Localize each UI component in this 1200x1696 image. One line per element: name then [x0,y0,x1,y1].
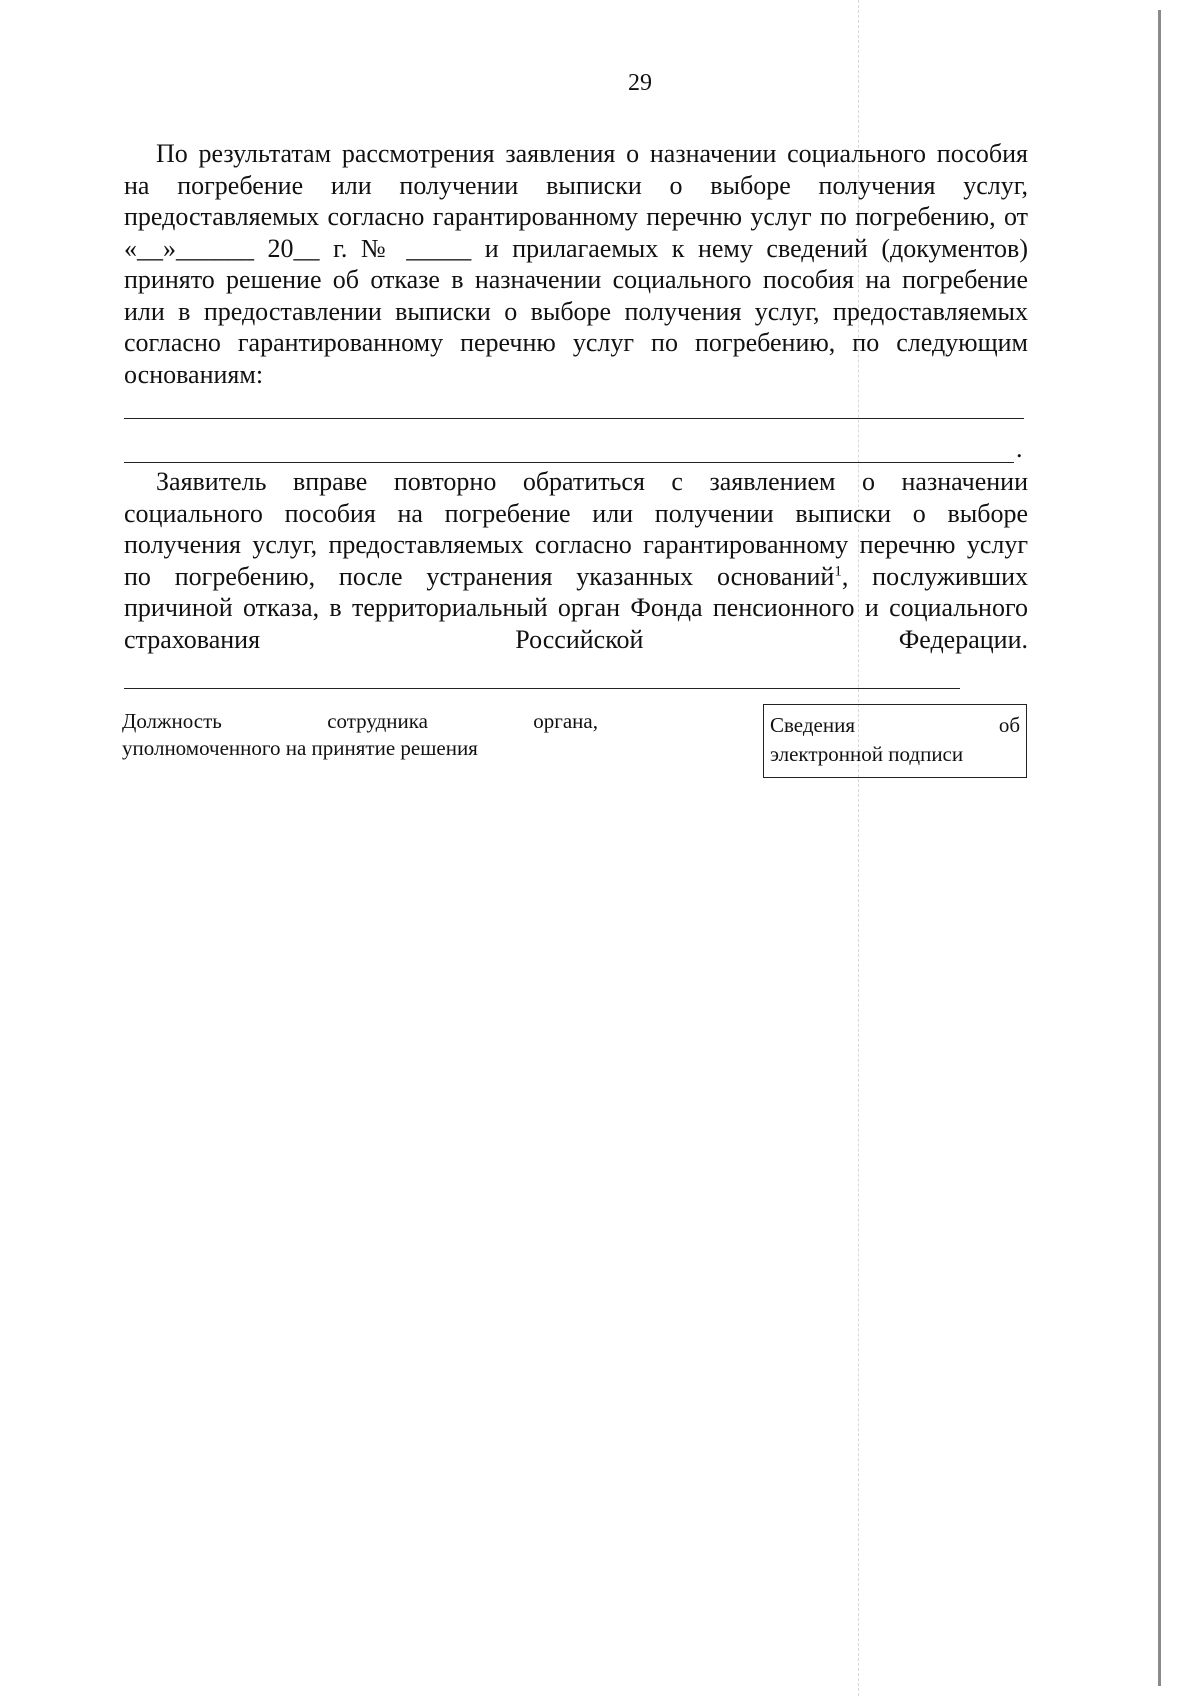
footnote-mark: 1 [834,562,842,579]
reapply-paragraph [124,466,1028,655]
electronic-signature-word-1: Сведения [770,713,855,737]
official-position-word-3: органа, [533,709,598,733]
official-position-word-2: сотрудника [327,709,428,733]
reasons-blank-line-1 [124,418,1024,419]
official-position-block [122,708,598,762]
page-number: 29 [628,70,652,96]
official-position-line-2: уполномоченного на принятие решения [122,736,478,760]
electronic-signature-word-2: об [998,713,1020,737]
signature-separator-line [124,688,960,689]
official-position-word-1: Должность [122,709,222,733]
official-position-line-1 [122,708,598,735]
reapply-text: Заявитель вправе повторно обратиться с заявлением о назначении социального пособия на погребение или получении выписки о выборе получения услуг, предоставляемых согласно гарантированному перечню услуг по погребению, после устранения указанных оснований [124,467,1028,591]
scan-edge-shadow [1158,10,1161,1686]
reasons-blank-line-2 [124,462,1014,463]
reapply-text-tail: , послуживших причиной отказа, в территориальный орган Фонда пенсионного и социального страхования Российской Федерации. [124,561,1029,654]
electronic-signature-line-2: электронной подписи [770,742,964,766]
decision-paragraph: По результатам рассмотрения заявления о назначении социального пособия на погребение или получении выписки о выборе получения услуг, предоставляемых согласно гарантированному перечню услуг по погребению, от «__»______ 20__ г. № _____ и прилагаемых к нему сведений (документов) принято решение об отказе в назначении социального пособия на погребение или в предоставлении выписки о выборе получения услуг, предоставляемых согласно гарантированному перечню услуг по погребению, по следующим основаниям: [124,139,1028,389]
electronic-signature-line-1 [770,711,1020,740]
reasons-line-end-period: . [1016,434,1023,463]
electronic-signature-box [763,704,1027,778]
